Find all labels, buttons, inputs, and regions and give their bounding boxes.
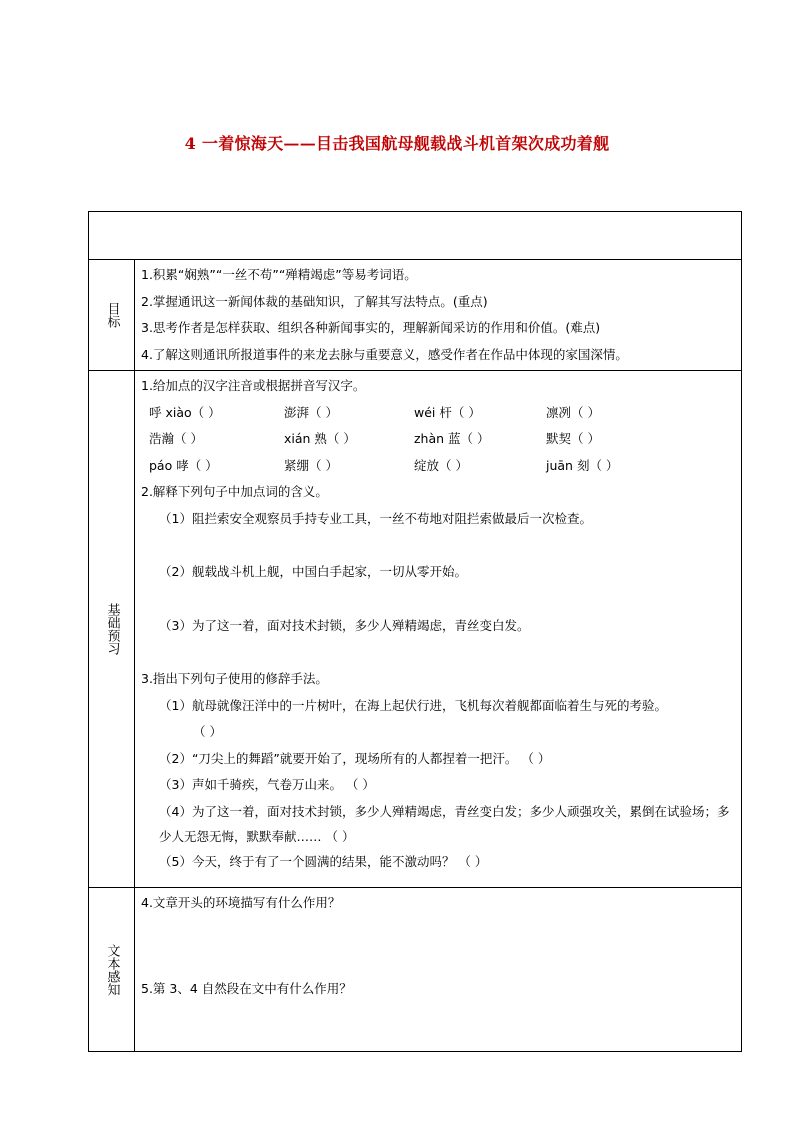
question-3-answer-blank: （ ） <box>193 724 222 739</box>
goal-item: 1.积累“娴熟”“一丝不苟”“殚精竭虑”等易考词语。 <box>141 267 417 282</box>
pinyin-cell: 呼 xiào（ ） <box>149 404 221 420</box>
pinyin-cell: 紧绷（ ） <box>284 457 338 473</box>
question-3-item: （1）航母就像汪洋中的一片树叶，在海上起伏行进，飞机每次着舰都面临着生与死的考验。 <box>159 697 667 713</box>
question-2-item: （2）舰载战斗机上舰，中国白手起家，一切从零开始。 <box>159 564 467 579</box>
pinyin-row <box>141 426 741 453</box>
question-4: 4.文章开头的环境描写有什么作用？ <box>141 895 341 910</box>
pinyin-cell: 默契（ ） <box>546 431 600 446</box>
question-3-item: （2）“刀尖上的舞蹈”就要开始了，现场所有的人都捏着一把汗。 （ ） <box>159 750 551 766</box>
question-2-item: （3）为了这一着，面对技术封锁，多少人殚精竭虑，青丝变白发。 <box>159 617 530 633</box>
question-3-item: （3）声如千骑疾，气卷万山来。 （ ） <box>159 777 375 792</box>
preview-content <box>135 371 742 888</box>
question-2: 2.解释下列句子中加点词的含义。 <box>141 484 328 499</box>
question-3: 3.指出下列句子使用的修辞手法。 <box>141 671 328 686</box>
pinyin-cell: juān 刻（ ） <box>546 457 619 473</box>
preview-label-cell <box>89 371 135 888</box>
worksheet-table <box>88 211 742 1052</box>
page-title: 4 一着惊海天——目击我国航母舰载战斗机首架次成功着舰 <box>184 134 610 153</box>
goal-item: 2.掌握通讯这一新闻体裁的基础知识，了解其写法特点。(重点) <box>141 293 488 309</box>
pinyin-cell: xián 熟（ ） <box>284 431 356 446</box>
preview-label: 基础预习 <box>104 603 120 655</box>
pinyin-cell: páo 哮（ ） <box>149 457 218 473</box>
header-blank-row <box>89 212 742 260</box>
reading-label: 文本感知 <box>104 943 120 996</box>
question-5: 5.第 3、4 自然段在文中有什么作用？ <box>141 980 352 996</box>
pinyin-cell: 凛冽（ ） <box>546 404 600 420</box>
goal-item: 3.思考作者是怎样获取、组织各种新闻事实的，理解新闻采访的作用和价值。(难点) <box>141 320 601 335</box>
pinyin-cell: 绽放（ ） <box>414 457 468 473</box>
pinyin-row <box>141 453 741 480</box>
question-1: 1.给加点的汉字注音或根据拼音写汉字。 <box>141 378 366 393</box>
goals-label-cell <box>89 260 135 371</box>
pinyin-row <box>141 400 741 427</box>
question-3-item: （5）今天，终于有了一个圆满的结果，能不激动吗？ （ ） <box>159 853 488 869</box>
pinyin-cell: zhàn 蓝（ ） <box>414 431 490 446</box>
pinyin-cell: 浩瀚（ ） <box>149 431 203 446</box>
pinyin-cell: wéi 杆（ ） <box>414 404 481 420</box>
pinyin-cell: 澎湃（ ） <box>284 404 338 420</box>
goals-label: 目标 <box>104 302 120 328</box>
reading-content <box>135 888 742 1052</box>
question-3-item: （4）为了这一着，面对技术封锁，多少人殚精竭虑，青丝变白发；多少人顽强攻关，累倒在试验场；多少人无怨无悔，默默奉献…… （ ） <box>159 803 730 844</box>
goals-content <box>135 260 742 371</box>
reading-label-cell <box>89 888 135 1052</box>
question-2-item: （1）阻拦索安全观察员手持专业工具，一丝不苟地对阻拦索做最后一次检查。 <box>159 510 592 526</box>
goal-item: 4.了解这则通讯所报道事件的来龙去脉与重要意义，感受作者在作品中体现的家国深情。 <box>141 346 628 362</box>
